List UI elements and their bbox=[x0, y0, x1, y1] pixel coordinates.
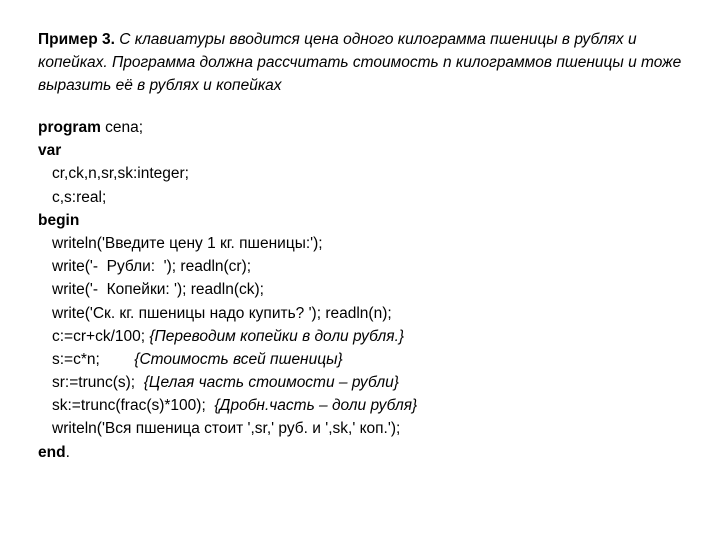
example-number: Пример 3. bbox=[38, 31, 115, 48]
code-listing bbox=[38, 116, 698, 464]
code-comment: {Дробн.часть – доли рубля} bbox=[214, 397, 418, 415]
code-line-kopecks bbox=[38, 394, 698, 417]
keyword-var: var bbox=[38, 142, 62, 160]
code-comment: {Стоимость всей пшеницы} bbox=[134, 350, 343, 368]
code-statement: sr:=trunc(s); bbox=[52, 374, 144, 392]
keyword-begin: begin bbox=[38, 211, 80, 229]
code-line-begin bbox=[38, 209, 698, 232]
code-line-read-rubles: write('- Рубли: '); readln(cr); bbox=[52, 258, 252, 276]
code-line-prompt-price: writeln('Введите цену 1 кг. пшеницы:'); bbox=[52, 234, 323, 252]
program-name: cena; bbox=[100, 119, 144, 136]
code-line-output: writeln('Вся пшеница стоит ',sr,' руб. и ',sk,' коп.'); bbox=[52, 420, 401, 438]
end-dot: . bbox=[65, 443, 70, 461]
code-line-read-n: write('Ск. кг. пшеницы надо купить? '); readln(n); bbox=[52, 304, 392, 322]
code-line-integer-decl: cr,ck,n,sr,sk:integer; bbox=[52, 165, 189, 183]
code-line-end bbox=[38, 441, 698, 464]
code-line-rubles bbox=[38, 371, 698, 394]
example-heading bbox=[38, 28, 688, 97]
code-line-program bbox=[38, 116, 698, 139]
code-line-read-kopecks: write('- Копейки: '); readln(ck); bbox=[52, 281, 264, 299]
code-line-real-decl: c,s:real; bbox=[52, 188, 107, 206]
code-statement: s:=c*n; bbox=[52, 350, 135, 368]
code-line-var bbox=[38, 139, 698, 162]
code-comment: {Переводим копейки в доли рубля.} bbox=[149, 327, 405, 345]
task-description: С клавиатуры вводится цена одного килограмма пшеницы в рублях и копейках. Программа должна рассчитать стоимость n килограммов пшеницы и тоже выразить её в рублях и копейках bbox=[38, 31, 682, 94]
keyword-end: end bbox=[38, 443, 66, 461]
code-line-convert bbox=[38, 325, 698, 348]
code-statement: sk:=trunc(frac(s)*100); bbox=[52, 397, 215, 415]
code-comment: {Целая часть стоимости – рубли} bbox=[143, 374, 399, 392]
code-statement: c:=cr+ck/100; bbox=[52, 327, 150, 345]
code-line-total bbox=[38, 348, 698, 371]
keyword-program: program bbox=[38, 119, 101, 136]
